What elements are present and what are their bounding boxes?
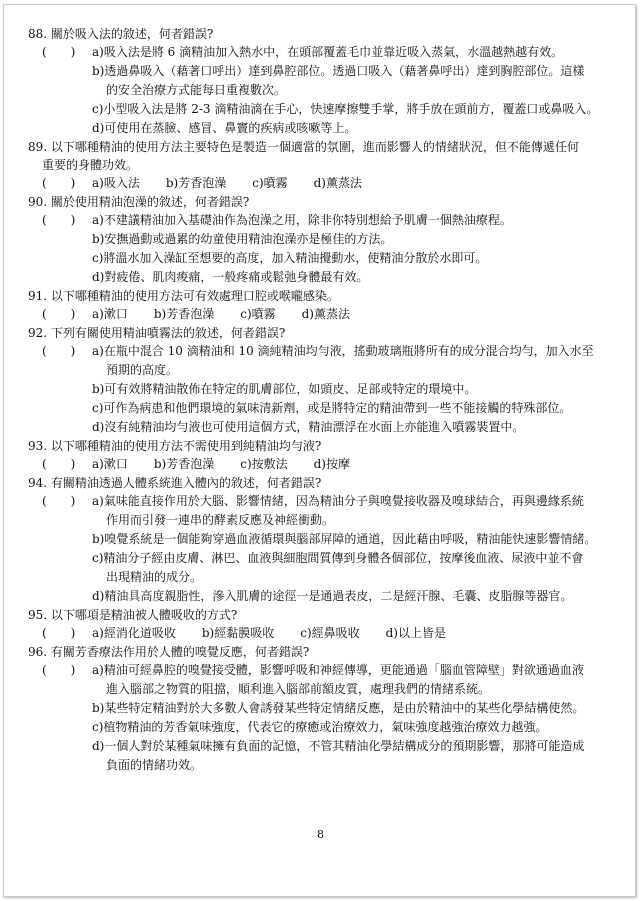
option-a: a)吸入法 [92, 176, 140, 190]
option-c: c)噴霧 [252, 176, 288, 190]
option-a: a)在瓶中混合 10 滴精油和 10 滴純精油均勻液，搖動玻璃瓶將所有的成分混合均勻，加入水至 [92, 344, 594, 358]
question-94 [28, 474, 618, 606]
question-90 [28, 193, 618, 287]
question-text: 91. 以下哪種精油的使用方法可有效處理口腔或喉嚨感染。 [28, 289, 339, 303]
answer-blank[interactable]: ( ) [42, 494, 76, 508]
question-96 [28, 643, 618, 775]
option-b: b)芳香泡澡 [153, 307, 215, 321]
option-b: b)安撫過動或過累的幼童使用精油泡澡亦是極佳的方法。 [92, 232, 393, 246]
option-c: c)噴霧 [240, 307, 276, 321]
option-b: b)芳香泡澡 [153, 457, 215, 471]
answer-blank[interactable]: ( ) [42, 213, 76, 227]
question-text: 92. 下列有關使用精油噴霧法的敘述，何者錯誤? [28, 326, 286, 340]
option-a: a)漱口 [92, 457, 128, 471]
option-b: b)經黏膜吸收 [201, 626, 275, 640]
answer-blank[interactable]: ( ) [42, 344, 76, 358]
answer-blank[interactable]: ( ) [42, 176, 76, 190]
question-92 [28, 324, 618, 437]
option-d: d)可使用在蒸臉、感冒、鼻竇的疾病或咳嗽等上。 [92, 121, 357, 135]
option-d: d)薰蒸法 [313, 176, 362, 190]
answer-blank[interactable]: ( ) [42, 45, 76, 59]
option-a: a)氣味能直接作用於大腦、影響情緒，因為精油分子與嗅覺接收器及嗅球結合，再與邊緣系統 [92, 494, 584, 508]
option-d: d)對疲倦、肌肉痠痛，一般疼痛或鬆弛身體最有效。 [92, 270, 369, 284]
option-b: b)可有效將精油散佈在特定的肌膚部位，如頭皮、足部或特定的環境中。 [92, 382, 477, 396]
option-b: b)透過鼻吸入（藉著口呼出）達到鼻腔部位。透過口吸入（藉著鼻呼出）達到胸腔部位。這樣 [92, 64, 585, 78]
option-d: d)以上皆是 [385, 626, 446, 640]
option-a: a)漱口 [92, 307, 128, 321]
option-d: d)一個人對於某種氣味擁有負面的記憶，不管其精油化學結構成分的預期影響，那將可能造成 [92, 739, 585, 753]
question-89 [28, 138, 618, 193]
option-c: c)精油分子經由皮膚、淋巴、血液與細胞間質傳到身體各個部位，按摩後血液、尿液中並不會 [92, 551, 584, 565]
option-a: a)精油可經鼻腔的嗅覺接受體，影響呼吸和神經傳導，更能通過「腦血管障壁」對欲通過血液 [92, 663, 584, 677]
option-continuation: 的安全治療方式能每日重複數次。 [106, 83, 287, 97]
option-continuation: 負面的情緒功效。 [106, 758, 203, 772]
question-88 [28, 25, 618, 138]
question-text: 90. 關於使用精油泡澡的敘述，何者錯誤? [28, 195, 250, 209]
question-text: 93. 以下哪種精油的使用方法不需使用到純精油均勻液? [28, 439, 322, 453]
option-a: a)經消化道吸收 [92, 626, 176, 640]
document-page [3, 4, 636, 897]
option-d: d)精油具高度親脂性，滲入肌膚的途徑一是通過表皮，二是經汗腺、毛囊、皮脂腺等器官。 [92, 589, 573, 603]
answer-blank[interactable]: ( ) [42, 626, 76, 640]
question-text: 88. 關於吸入法的敘述，何者錯誤? [28, 27, 214, 41]
option-c: c)將溫水加入澡缸至想要的高度，加入精油攪動水，使精油分散於水即可。 [92, 251, 488, 265]
option-continuation: 進入腦部之物質的阻擋，順利進入腦部前額皮質，處理我們的情緒系統。 [106, 682, 491, 696]
option-d: d)按摩 [313, 457, 350, 471]
question-95 [28, 606, 618, 643]
answer-blank[interactable]: ( ) [42, 457, 76, 471]
option-c: c)可作為病患和他們環境的氣味清新劑，或是將特定的精油帶到一些不能接觸的特殊部位。 [92, 401, 572, 415]
option-continuation: 預期的高度。 [106, 363, 179, 377]
option-continuation: 作用而引發一連串的酵素反應及神經衝動。 [106, 513, 335, 527]
answer-blank[interactable]: ( ) [42, 307, 76, 321]
option-a: a)不建議精油加入基礎油作為泡澡之用，除非你特別想給予肌膚一個熱油療程。 [92, 213, 512, 227]
option-c: c)植物精油的芳香氣味強度，代表它的療癒或治療效力，氣味強度越強治療效力越強。 [92, 720, 548, 734]
question-91 [28, 287, 618, 324]
option-a: a)吸入法是將 6 滴精油加入熱水中，在頭部覆蓋毛巾並靠近吸入蒸氣，水溫越熱越有效。 [92, 45, 564, 59]
option-continuation: 出現精油的成分。 [106, 570, 203, 584]
option-c: c)小型吸入法是將 2-3 滴精油滴在手心，快速摩擦雙手掌，將手放在頭前方，覆蓋口或鼻吸入。 [92, 102, 599, 116]
question-text: 89. 以下哪種精油的使用方法主要特色是製造一個適當的氛圍，進而影響人的情緒狀況，但不能傳遞任何 [28, 140, 579, 154]
question-text: 95. 以下哪項是精油被人體吸收的方式? [28, 608, 238, 622]
option-b: b)芳香泡澡 [165, 176, 227, 190]
question-93 [28, 437, 618, 474]
answer-blank[interactable]: ( ) [42, 663, 76, 677]
option-d: d)薰蒸法 [301, 307, 350, 321]
option-b: b)某些特定精油對於大多數人會誘發某些特定情緒反應，是由於精油中的某些化學結構使然。 [92, 701, 585, 715]
page-number: 8 [317, 828, 324, 841]
question-text-continuation: 重要的身體功效。 [42, 158, 139, 172]
option-b: b)嗅覺系統是一個能夠穿過血液循環與腦部屏障的通道，因此藉由呼吸，精油能快速影響情緒。 [92, 532, 597, 546]
option-c: c)按敷法 [240, 457, 288, 471]
question-text: 94. 有關精油透過人體系統進入體內的敘述，何者錯誤? [28, 476, 322, 490]
option-c: c)經鼻吸收 [300, 626, 360, 640]
question-text: 96. 有關芳香療法作用於人體的嗅覺反應，何者錯誤? [28, 645, 310, 659]
option-d: d)沒有純精油均勻液也可使用這個方式，精油漂浮在水面上亦能進入噴霧裝置中。 [92, 420, 525, 434]
question-list [28, 25, 618, 775]
